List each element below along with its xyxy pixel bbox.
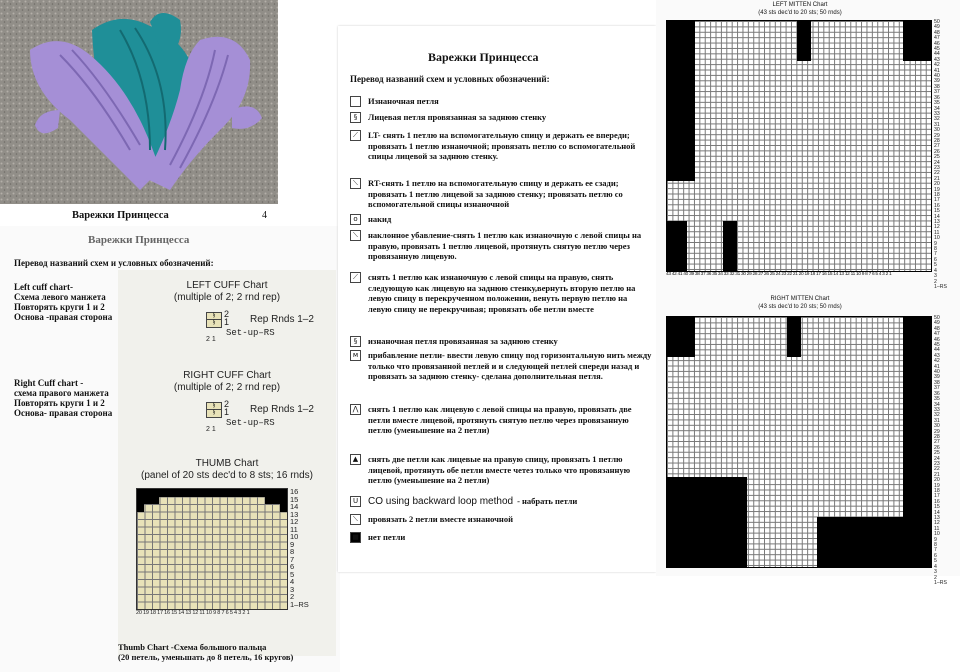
legend-item-text (368, 112, 652, 123)
legend-description: Изнаночная петля (368, 96, 439, 106)
row-number: 14 (934, 213, 940, 220)
legend-item-text (368, 350, 652, 382)
row-number: 23 (934, 164, 940, 171)
left-cuff-chart-subtitle: (multiple of 2; 2 rnd rep) (173, 292, 281, 303)
row-number: 4 (934, 563, 937, 570)
left-mitten-no-stitch (667, 21, 695, 181)
cuff-thumb-charts-panel (118, 270, 336, 656)
row-number: 1–RS (934, 579, 947, 586)
row-number: 5 (934, 262, 937, 269)
row-number: 7 (290, 554, 295, 564)
row-number: 29 (934, 132, 940, 139)
thumb-chart-caption (118, 642, 293, 662)
legend-symbol-icon: ■ (350, 532, 361, 543)
row-number: 2 (224, 399, 230, 409)
right-mitten-no-stitch (667, 477, 747, 567)
row-number: 32 (934, 116, 940, 123)
row-number: 36 (934, 390, 940, 397)
row-number: 26 (934, 148, 940, 155)
legend-description: наклонное убавление-снять 1 петлю как изнаночную с левой спицы на правую, провязать 1 петлю лицевой, протянуть снятую петлю через провязанную лицевую. (368, 230, 642, 261)
legend-symbol-icon: § (350, 336, 361, 347)
thumb-no-stitch-area (265, 497, 287, 504)
legend-item-text (368, 214, 652, 225)
left-cuff-rep-label: Rep Rnds 1–2 (250, 314, 314, 325)
row-number: 17 (934, 197, 940, 204)
row-number: 5 (934, 558, 937, 565)
row-number: 6 (934, 256, 937, 263)
legend-symbol-icon: § (350, 112, 361, 123)
right-cuff-line: схема правого манжета (14, 388, 109, 398)
mittens-illustration (0, 0, 278, 204)
legend-description: изнаночная петля провязанная за заднюю стенку (368, 336, 558, 346)
row-number: 15 (934, 208, 940, 215)
legend-description: CO using backward loop method (368, 496, 514, 507)
row-number: 25 (934, 154, 940, 161)
legend-item-text (368, 272, 652, 314)
thumb-no-stitch-area (280, 504, 287, 512)
row-number: 13 (934, 515, 940, 522)
row-number: 32 (934, 412, 940, 419)
row-number: 36 (934, 94, 940, 101)
left-mitten-chart-subtitle: (43 sts dec'd to 20 sts; 50 rnds) (758, 10, 842, 16)
row-number: 2 (934, 574, 937, 581)
left-cuff-line: Повторять круги 1 и 2 (14, 302, 105, 312)
row-number: 22 (934, 466, 940, 473)
page-number: 4 (262, 210, 267, 221)
row-number: 22 (934, 170, 940, 177)
row-number: 39 (934, 78, 940, 85)
legend-symbol-icon: ⟋ (350, 272, 361, 283)
row-number: 38 (934, 379, 940, 386)
legend-symbol-icon: ⟋ (350, 130, 361, 141)
legend-description: снять 1 петлю как лицевую с левой спицы на правую, провязать две петли вместе лицевой, протянуть снятую петлю через провязанную петлю (уменьшение на 2 петли) (368, 404, 632, 435)
left-cuff-description (14, 282, 112, 322)
legend-item-text (368, 496, 652, 508)
left-mitten-row-numbers (934, 20, 947, 290)
right-cuff-col-numbers: 2 1 (206, 426, 216, 433)
row-number: 10 (934, 531, 940, 538)
row-number: 3 (934, 569, 937, 576)
row-number: 27 (934, 143, 940, 150)
legend-extra-text: - набрать петли (517, 496, 578, 506)
thumb-no-stitch-area (137, 504, 144, 512)
legend-page-subtitle: Перевод названий схем и условных обозначений: (350, 74, 550, 84)
row-number: 12 (290, 517, 299, 526)
row-number: 18 (934, 192, 940, 198)
row-number: 1 (224, 407, 230, 417)
row-number: 28 (934, 137, 940, 144)
row-number: 14 (934, 509, 940, 516)
row-number: 3 (290, 584, 295, 594)
right-mitten-chart-title: RIGHT MITTEN Chart (770, 296, 830, 302)
row-number: 8 (290, 547, 295, 556)
legend-item-text (368, 532, 652, 543)
row-number: 10 (934, 235, 940, 242)
row-number: 29 (934, 428, 940, 435)
row-number: 44 (934, 347, 940, 354)
legend-description: провязать 2 петли вместе изнаночной (368, 514, 513, 524)
right-mitten-no-stitch (817, 517, 903, 567)
row-number: 2 (290, 592, 295, 601)
legend-item-text (368, 130, 652, 162)
row-number: 18 (934, 488, 940, 494)
row-number: 42 (934, 62, 940, 69)
left-page-header: Варежки Принцесса (88, 234, 190, 246)
right-mitten-row-numbers (934, 316, 947, 586)
row-number: 20 (934, 181, 940, 188)
legend-symbol-icon: ▲ (350, 454, 361, 465)
left-page-subtitle: Перевод названий схем и условных обозначений: (14, 258, 214, 268)
row-number: 19 (934, 482, 940, 489)
left-mitten-chart-grid (666, 20, 932, 272)
row-number: 3 (934, 273, 937, 280)
right-cuff-line: Основа- правая сторона (14, 408, 113, 418)
row-number: 26 (934, 444, 940, 451)
right-cuff-description (14, 378, 112, 418)
row-number: 49 (934, 320, 940, 327)
legend-symbol-icon: U (350, 496, 361, 507)
row-number: 21 (934, 471, 940, 478)
row-number: 33 (934, 110, 940, 117)
row-number: 5 (290, 569, 295, 579)
row-number: 39 (934, 374, 940, 381)
row-number: 4 (934, 267, 937, 274)
row-number: 16 (934, 202, 940, 209)
row-number: 1–RS (934, 283, 947, 290)
row-number: 14 (290, 502, 299, 511)
legend-description: прибавление петли- ввести левую спицу под горизонтальную нить между только что провязанной петлей и и следующей петлей спереди назад и провязать за заднюю стенку- сделана дополнительная петля. (368, 350, 652, 381)
legend-item-text (368, 96, 652, 107)
legend-item-text (368, 514, 652, 525)
row-number: 42 (934, 358, 940, 365)
row-number: 6 (290, 562, 295, 571)
row-number: 47 (934, 331, 940, 338)
row-number: 47 (934, 35, 940, 42)
right-cuff-row-numbers (224, 400, 229, 416)
legend-description: нет петли (368, 532, 406, 542)
row-number: 43 (934, 56, 940, 63)
left-mitten-no-stitch (723, 221, 737, 271)
row-number: 46 (934, 40, 940, 47)
thumb-chart-title: THUMB Chart (195, 458, 259, 469)
row-number: 23 (934, 460, 940, 467)
row-number: 2 (224, 309, 230, 319)
legend-page-title: Варежки Принцесса (428, 50, 539, 64)
thumb-chart-subtitle: (panel of 20 sts dec'd to 8 sts; 16 rnds) (140, 470, 313, 481)
row-number: 30 (934, 423, 940, 430)
left-cuff-setup-label: Set-up–RS (226, 328, 275, 338)
right-mitten-chart-grid (666, 316, 932, 568)
legend-item-text (368, 454, 652, 486)
row-number: 44 (934, 51, 940, 58)
row-number: 33 (934, 406, 940, 413)
legend-symbol-icon (350, 96, 361, 107)
row-number: 8 (934, 542, 937, 549)
legend-symbol-icon: м (350, 350, 361, 361)
row-number: 40 (934, 73, 940, 80)
legend-item-text (368, 178, 652, 210)
right-cuff-line: Повторять круги 1 и 2 (14, 398, 105, 408)
right-cuff-chart-grid: § § (206, 402, 222, 418)
row-number: 17 (934, 493, 940, 500)
legend-item-text (368, 230, 652, 262)
row-number: 38 (934, 83, 940, 90)
thumb-chart-grid (136, 488, 288, 610)
left-cuff-row-numbers (224, 310, 229, 326)
row-number: 45 (934, 46, 940, 53)
row-number: 50 (934, 19, 940, 25)
row-number: 10 (290, 532, 299, 541)
row-number: 24 (934, 455, 940, 462)
row-number: 46 (934, 336, 940, 343)
row-number: 24 (934, 159, 940, 166)
right-mitten-chart-subtitle: (43 sts dec'd to 20 sts; 50 rnds) (758, 304, 842, 310)
row-number: 7 (934, 251, 937, 258)
row-number: 11 (934, 525, 940, 532)
row-number: 41 (934, 67, 940, 74)
row-number: 13 (934, 219, 940, 226)
legend-symbol-icon: o (350, 214, 361, 225)
row-number: 34 (934, 401, 940, 408)
left-mitten-no-stitch (903, 21, 931, 61)
legend-item-text (368, 336, 652, 347)
row-number: 35 (934, 396, 940, 403)
mittens-photo (0, 0, 278, 204)
row-number: 48 (934, 325, 940, 332)
legend-symbol-icon: ⟍ (350, 230, 361, 241)
row-number: 9 (934, 536, 937, 543)
row-number: 49 (934, 24, 940, 31)
left-cuff-col-numbers: 2 1 (206, 336, 216, 343)
row-number: 15 (290, 494, 299, 504)
row-number: 16 (934, 498, 940, 505)
row-number: 48 (934, 29, 940, 36)
left-mitten-chart-title: LEFT MITTEN Chart (772, 2, 828, 8)
left-cuff-line: Схема левого манжета (14, 292, 106, 302)
thumb-row-numbers (290, 488, 309, 608)
photo-caption: Варежки Принцесса (72, 210, 169, 221)
row-number: 1 (224, 317, 230, 327)
left-cuff-line: Left cuff chart- (14, 282, 73, 292)
legend-symbol-icon: ⟍ (350, 178, 361, 189)
thumb-caption-line: Thumb Chart -Схема большого пальца (118, 642, 267, 652)
right-cuff-setup-label: Set-up–RS (226, 418, 275, 428)
row-number: 41 (934, 363, 940, 370)
row-number: 12 (934, 520, 940, 527)
row-number: 43 (934, 352, 940, 359)
row-number: 13 (290, 509, 299, 519)
row-number: 35 (934, 100, 940, 107)
legend-page (338, 26, 656, 572)
thumb-caption-line: (20 петель, уменьшать до 8 петель, 16 кругов) (118, 652, 294, 662)
row-number: 25 (934, 450, 940, 457)
legend-description: накид (368, 214, 392, 224)
row-number: 28 (934, 433, 940, 440)
row-number: 8 (934, 246, 937, 253)
row-number: 4 (290, 577, 295, 586)
left-cuff-chart-title: LEFT CUFF Chart (186, 280, 268, 291)
row-number: 12 (934, 224, 940, 231)
row-number: 50 (934, 315, 940, 321)
right-mitten-no-stitch (667, 317, 695, 357)
left-cuff-chart-grid: § § (206, 312, 222, 328)
legend-description: LT- снять 1 петлю на вспомогательную спицу и держать ее впереди; провязать 1 петлю изнаночной; провязать петлю со вспомогательной спицы лицевой за заднюю стенку. (368, 130, 636, 161)
legend-description: Лицевая петля провязанная за заднюю стенку (368, 112, 547, 122)
right-mitten-no-stitch (787, 317, 801, 357)
right-mitten-no-stitch (903, 317, 931, 567)
right-cuff-chart-title: RIGHT CUFF Chart (183, 370, 271, 381)
row-number: 11 (934, 229, 940, 236)
right-cuff-line: Right Cuff chart - (14, 378, 84, 388)
row-number: 20 (934, 477, 940, 484)
thumb-col-numbers: 20 19 18 17 16 15 14 13 12 11 10 9 8 7 6 5 4 3 2 1 (136, 610, 250, 616)
legend-item-text (368, 404, 652, 436)
legend-description: снять 1 петлю как изнаночную с левой спицы на правую, снять следующую как лицевую на заднюю стенку,вернуть вторую петлю на левую спицу в перекрученном положении, венуть первую петлю на левую спицу не перекручивая; провязать обе петли вместе (368, 272, 636, 314)
row-number: 9 (290, 539, 295, 549)
thumb-no-stitch-area (137, 489, 287, 497)
row-number: 34 (934, 105, 940, 112)
row-number: 37 (934, 89, 940, 96)
row-number: 16 (290, 487, 299, 496)
row-number: 31 (934, 121, 940, 128)
row-number: 7 (934, 547, 937, 554)
legend-description: RT-снять 1 петлю на вспомогательную спицу и держать ее сзади; провязать 1 петлю лицевой за заднюю стенку; провязать петлю со вспомогательной спицы изнаночной (368, 178, 623, 209)
left-cuff-line: Основа -правая сторона (14, 312, 113, 322)
thumb-no-stitch-area (137, 497, 159, 504)
row-number: 37 (934, 385, 940, 392)
row-number: 21 (934, 175, 940, 182)
row-number: 1–RS (290, 599, 309, 609)
right-cuff-chart-subtitle: (multiple of 2; 2 rnd rep) (173, 382, 281, 393)
row-number: 30 (934, 127, 940, 134)
thumb-grid-lines (137, 489, 287, 609)
left-mitten-no-stitch (667, 221, 687, 271)
legend-description: снять две петли как лицевые на правую спицу, провязать 1 петлю лицевой, протянуть обе петли вместе четез только что провязанную петлю (уменьшение на 2 петли) (368, 454, 631, 485)
row-number: 9 (934, 240, 937, 247)
row-number: 11 (290, 524, 298, 534)
legend-symbol-icon: ⋀ (350, 404, 361, 415)
row-number: 19 (934, 186, 940, 193)
row-number: 31 (934, 417, 940, 424)
row-number: 40 (934, 369, 940, 376)
right-cuff-rep-label: Rep Rnds 1–2 (250, 404, 314, 415)
mitten-charts-page (656, 0, 960, 586)
row-number: 2 (934, 278, 937, 285)
row-number: 15 (934, 504, 940, 511)
left-mitten-no-stitch (797, 21, 811, 61)
left-mitten-col-numbers: 43 42 41 40 39 38 37 36 35 34 33 32 31 30 29 28 27 26 25 24 23 22 21 20 19 18 17 16 15 14 13 12 11 10 9 8 7 6 5 4 3 2 1 (666, 272, 892, 277)
row-number: 6 (934, 552, 937, 559)
legend-symbol-icon: ⟍ (350, 514, 361, 525)
row-number: 45 (934, 342, 940, 349)
row-number: 27 (934, 439, 940, 446)
